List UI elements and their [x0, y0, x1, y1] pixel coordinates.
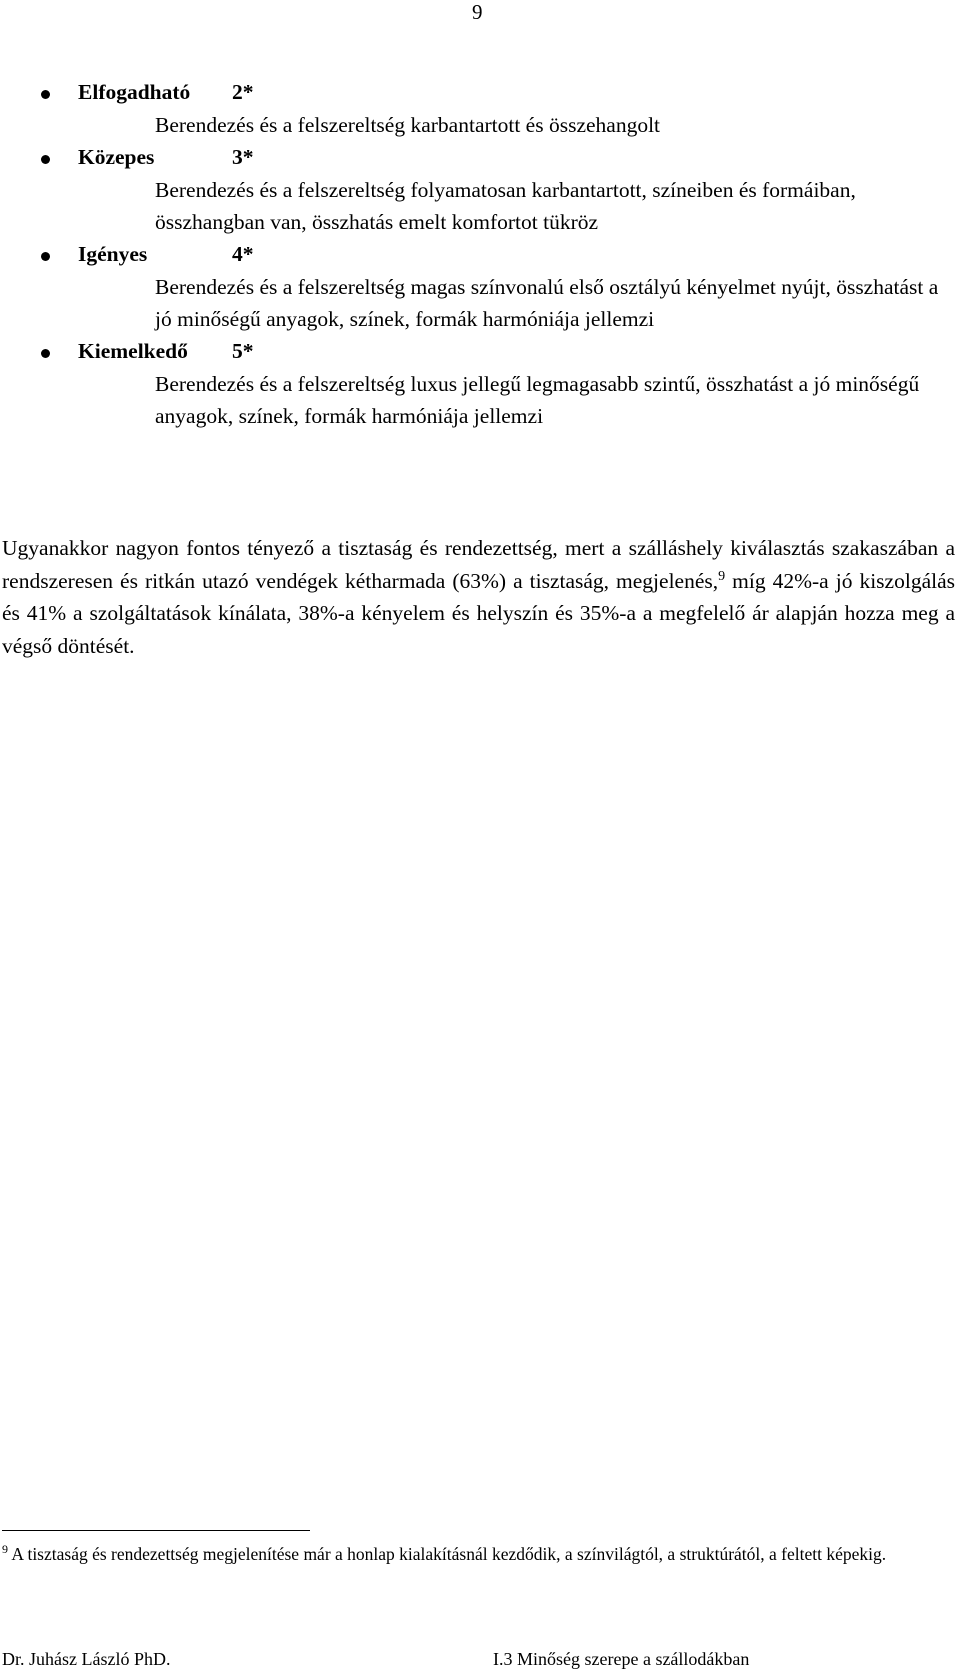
rating-name: Igényes	[78, 242, 148, 266]
rating-name: Közepes	[78, 145, 155, 169]
rating-name: Kiemelkedő	[78, 339, 188, 363]
footer-author: Dr. Juhász László PhD.	[2, 1649, 171, 1669]
bullet-icon	[41, 90, 50, 99]
rating-item-2-star	[0, 76, 960, 141]
body-paragraph	[2, 532, 955, 662]
rating-stars: 4*	[232, 242, 254, 266]
rating-item-4-star	[0, 238, 960, 335]
rating-heading	[78, 76, 960, 109]
bullet-icon	[41, 252, 50, 261]
paragraph-text-after: míg 42%-a jó kiszolgálás és 41% a szolgáltatások kínálata, 38%-a kényelem és helyszín és 35%-a a megfelelő ár alapján hozza meg a végső döntését.	[2, 568, 955, 658]
bullet-icon	[41, 349, 50, 358]
footnote-number: 9	[2, 1542, 8, 1557]
page-number: 9	[472, 0, 483, 24]
rating-name: Elfogadható	[78, 80, 191, 104]
rating-list	[0, 76, 960, 432]
bullet-icon	[41, 155, 50, 164]
paragraph-text-before: Ugyanakkor nagyon fontos tényező a tisztaság és rendezettség, mert a szálláshely kiválasztás szakaszában a rendszeresen és ritkán utazó vendégek kétharmada (63%) a tisztaság, megjelenés,	[2, 536, 955, 593]
rating-item-5-star	[0, 335, 960, 432]
rating-heading	[78, 141, 960, 174]
rating-description: Berendezés és a felszereltség karbantartott és összehangolt	[155, 113, 661, 137]
rating-description: Berendezés és a felszereltség luxus jellegű legmagasabb szintű, összhatást a jó minőségű anyagok, színek, formák harmóniája jellemzi	[155, 372, 920, 428]
footer-title: I.3 Minőség szerepe a szállodákban	[493, 1649, 750, 1669]
rating-item-3-star	[0, 141, 960, 238]
rating-stars: 3*	[232, 145, 254, 169]
rating-heading	[78, 335, 960, 368]
footnote-text: A tisztaság és rendezettség megjelenítése már a honlap kialakításnál kezdődik, a színvilágtól, a struktúrától, a feltett képekig.	[8, 1544, 887, 1564]
rating-stars: 2*	[232, 80, 254, 104]
rating-description: Berendezés és a felszereltség magas színvonalú első osztályú kényelmet nyújt, összhatást a jó minőségű anyagok, színek, formák harmóniája jellemzi	[155, 275, 939, 331]
footnote	[2, 1541, 957, 1567]
rating-stars: 5*	[232, 339, 254, 363]
rating-heading	[78, 238, 960, 271]
rating-description: Berendezés és a felszereltség folyamatosan karbantartott, színeiben és formáiban, összhangban van, összhatás emelt komfortot tükröz	[155, 178, 856, 234]
footnote-reference[interactable]: 9	[718, 568, 726, 584]
footnote-separator	[2, 1530, 310, 1531]
